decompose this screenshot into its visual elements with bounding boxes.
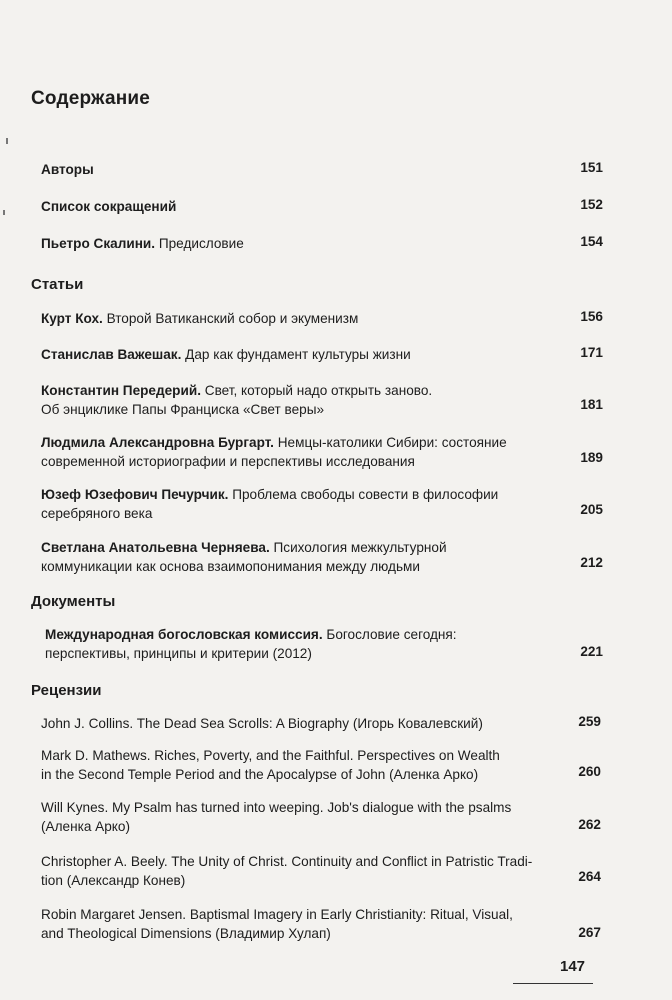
folio-page-number: 147 <box>560 958 586 975</box>
entry-title: Предисловие <box>155 236 244 251</box>
entry-title-continued: in the Second Temple Period and the Apocalypse of John (Аленка Арко) <box>41 767 479 782</box>
entry-page-number: 212 <box>580 555 603 570</box>
section-heading-documents: Документы <box>31 593 116 610</box>
entry-title: John J. Collins. The Dead Sea Scrolls: A Biography (Игорь Ковалевский) <box>41 716 483 731</box>
toc-entry-document[interactable] <box>45 625 457 663</box>
entry-page-number: 221 <box>580 644 603 659</box>
entry-title: Второй Ватиканский собор и экуменизм <box>102 311 359 326</box>
entry-page-number: 267 <box>578 925 601 940</box>
entry-author: Список сокращений <box>41 199 177 214</box>
section-heading-articles: Статьи <box>31 276 84 293</box>
entry-title-continued: серебряного века <box>41 506 153 521</box>
entry-author: Светлана Анатольевна Черняева. <box>41 540 270 555</box>
entry-title: Christopher A. Beely. The Unity of Christ. Continuity and Conflict in Patristic Tradi- <box>41 854 533 869</box>
toc-entry-article[interactable] <box>41 345 411 364</box>
entry-page-number: 152 <box>580 197 603 212</box>
entry-title-continued: современной историографии и перспективы исследования <box>41 454 415 469</box>
entry-page-number: 260 <box>578 764 601 779</box>
toc-entry-article[interactable] <box>41 433 507 471</box>
page-title: Содержание <box>31 88 151 109</box>
entry-title: Свет, который надо открыть заново. <box>200 383 433 398</box>
entry-title-continued: перспективы, принципы и критерии (2012) <box>45 646 312 661</box>
entry-title-continued: коммуникации как основа взаимопонимания между людьми <box>41 559 420 574</box>
toc-entry-review[interactable] <box>41 852 532 890</box>
entry-page-number: 171 <box>580 345 603 360</box>
entry-title: Mark D. Mathews. Riches, Poverty, and the Faithful. Perspectives on Wealth <box>41 748 500 763</box>
entry-page-number: 205 <box>580 502 603 517</box>
entry-title: Robin Margaret Jensen. Baptismal Imagery in Early Christianity: Ritual, Visual, <box>41 907 513 922</box>
toc-entry-abbreviations[interactable] <box>41 197 176 216</box>
entry-page-number: 259 <box>578 714 601 729</box>
entry-page-number: 154 <box>580 234 603 249</box>
toc-entry-authors[interactable] <box>41 160 94 179</box>
margin-mark <box>3 210 5 215</box>
entry-title-continued: tion (Александр Конев) <box>41 873 186 888</box>
toc-entry-article[interactable] <box>41 485 498 523</box>
entry-title-continued: and Theological Dimensions (Владимир Хулап) <box>41 926 331 941</box>
toc-entry-article[interactable] <box>41 538 447 576</box>
section-heading-reviews: Рецензии <box>31 682 102 699</box>
entry-author: Людмила Александровна Бургарт. <box>41 435 274 450</box>
entry-page-number: 264 <box>578 869 601 884</box>
toc-entry-review[interactable] <box>41 905 513 943</box>
entry-author: Авторы <box>41 162 94 177</box>
entry-author: Юзеф Юзефович Печурчик. <box>41 487 229 502</box>
toc-entry-review[interactable] <box>41 714 483 733</box>
margin-mark <box>6 138 8 144</box>
entry-title-continued: (Аленка Арко) <box>41 819 130 834</box>
toc-entry-article[interactable] <box>41 309 358 328</box>
entry-page-number: 151 <box>580 160 603 175</box>
entry-author: Станислав Важешак. <box>41 347 182 362</box>
entry-title: Немцы-католики Сибири: состояние <box>273 435 507 450</box>
entry-title: Will Kynes. My Psalm has turned into weeping. Job's dialogue with the psalms <box>41 800 512 815</box>
entry-title: Дар как фундамент культуры жизни <box>181 347 411 362</box>
entry-page-number: 262 <box>578 817 601 832</box>
entry-page-number: 189 <box>580 450 603 465</box>
entry-title: Богословие сегодня: <box>322 627 457 642</box>
footer-rule <box>513 983 593 984</box>
entry-title: Проблема свободы совести в философии <box>228 487 499 502</box>
entry-page-number: 181 <box>580 397 603 412</box>
entry-author: Пьетро Скалини. <box>41 236 156 251</box>
entry-page-number: 156 <box>580 309 603 324</box>
toc-entry-preface[interactable] <box>41 234 244 253</box>
entry-author: Международная богословская комиссия. <box>45 627 323 642</box>
toc-entry-review[interactable] <box>41 746 500 784</box>
toc-entry-article[interactable] <box>41 381 432 419</box>
entry-author: Константин Передерий. <box>41 383 201 398</box>
entry-title-continued: Об энциклике Папы Франциска «Свет веры» <box>41 402 325 417</box>
toc-entry-review[interactable] <box>41 798 511 836</box>
entry-title: Психология межкультурной <box>269 540 447 555</box>
entry-author: Курт Кох. <box>41 311 103 326</box>
